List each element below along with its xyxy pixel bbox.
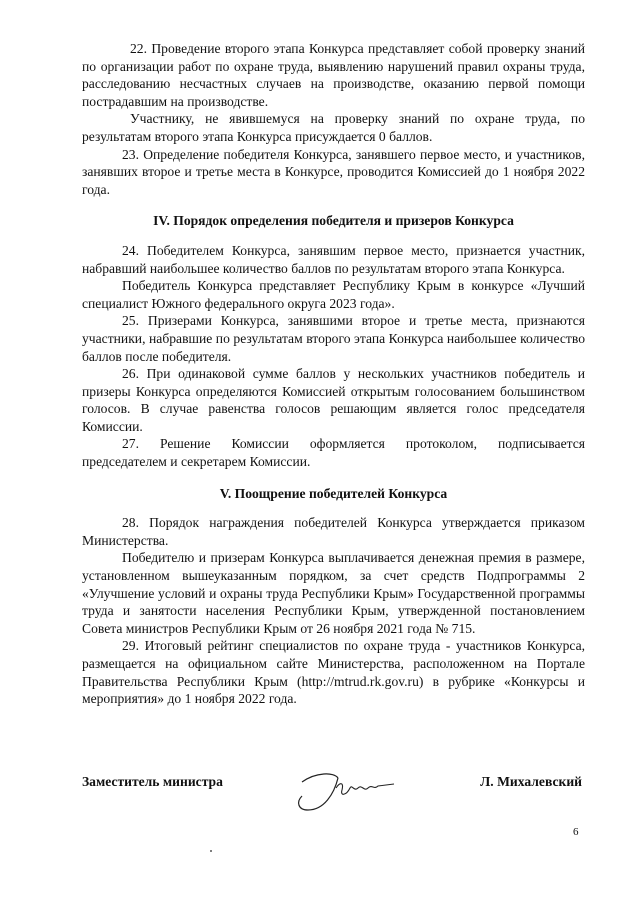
scan-speck (210, 850, 212, 852)
paragraph-24-note: Победитель Конкурса представляет Республику Крым в конкурсе «Лучший специалист Южного федерального округа 2023 года». (82, 278, 585, 311)
section-5-heading: V. Поощрение победителей Конкурса (219, 485, 448, 501)
paragraph-29: 29. Итоговый рейтинг специалистов по охране труда - участников Конкурса, размещается на официальном сайте Министерства, расположенном на Портале Правительства Республики Крым (http://mtrud.rk.gov.ru) в рубрике «Конкурсы и мероприятия» до 1 ноября 2022 года. (82, 638, 585, 707)
handwritten-signature-icon (294, 766, 404, 826)
paragraph-26: 26. При одинаковой сумме баллов у нескольких участников победитель и призеры Конкурса определяются Комиссией открытым голосованием большинством голосов. В случае равенства голосов решающим является голос председателя Комиссии. (82, 366, 585, 434)
paragraph-27: 27. Решение Комиссии оформляется протоколом, подписывается председателем и секретарем Комиссии. (82, 436, 585, 470)
document-body (82, 40, 585, 708)
page-number: 6 (573, 826, 579, 838)
paragraph-22-note: Участнику, не явившемуся на проверку знаний по охране труда, по результатам второго этапа Конкурса присуждается 0 баллов. (82, 111, 585, 144)
paragraph-28-note: Победителю и призерам Конкурса выплачивается денежная премия в размере, установленном вышеуказанным порядком, за счет средств Подпрограммы 2 «Улучшение условий и охраны труда Республики Крым» Государственной программы труда и занятости населения Республики Крым, утвержденной постановлением Совета министров Республики Крым от 26 ноября 2021 года № 715. (82, 550, 585, 636)
paragraph-23: 23. Определение победителя Конкурса, занявшего первое место, и участников, занявших второе и третье места в Конкурсе, проводится Комиссией до 1 ноября 2022 года. (82, 146, 585, 197)
signatory-name: Л. Михалевский (480, 774, 582, 789)
paragraph-28: 28. Порядок награждения победителей Конкурса утверждается приказом Министерства. (82, 515, 585, 548)
signatory-position: Заместитель министра (82, 774, 223, 789)
signature-block (82, 772, 582, 832)
paragraph-22: 22. Проведение второго этапа Конкурса представляет собой проверку знаний по организации работ по охране труда, выявлению нарушений правил охраны труда, расследованию несчастных случаев на производстве, оказанию первой помощи пострадавшим на производстве. (82, 41, 585, 109)
section-4-heading: IV. Порядок определения победителя и призеров Конкурса (153, 213, 514, 229)
paragraph-25: 25. Призерами Конкурса, занявшими второе и третье места, признаются участники, набравшие по результатам второго этапа Конкурса наибольшее количество баллов после победителя. (82, 313, 585, 364)
paragraph-24: 24. Победителем Конкурса, занявшим первое место, признается участник, набравший наибольшее количество баллов по результатам второго этапа Конкурса. (82, 242, 585, 276)
